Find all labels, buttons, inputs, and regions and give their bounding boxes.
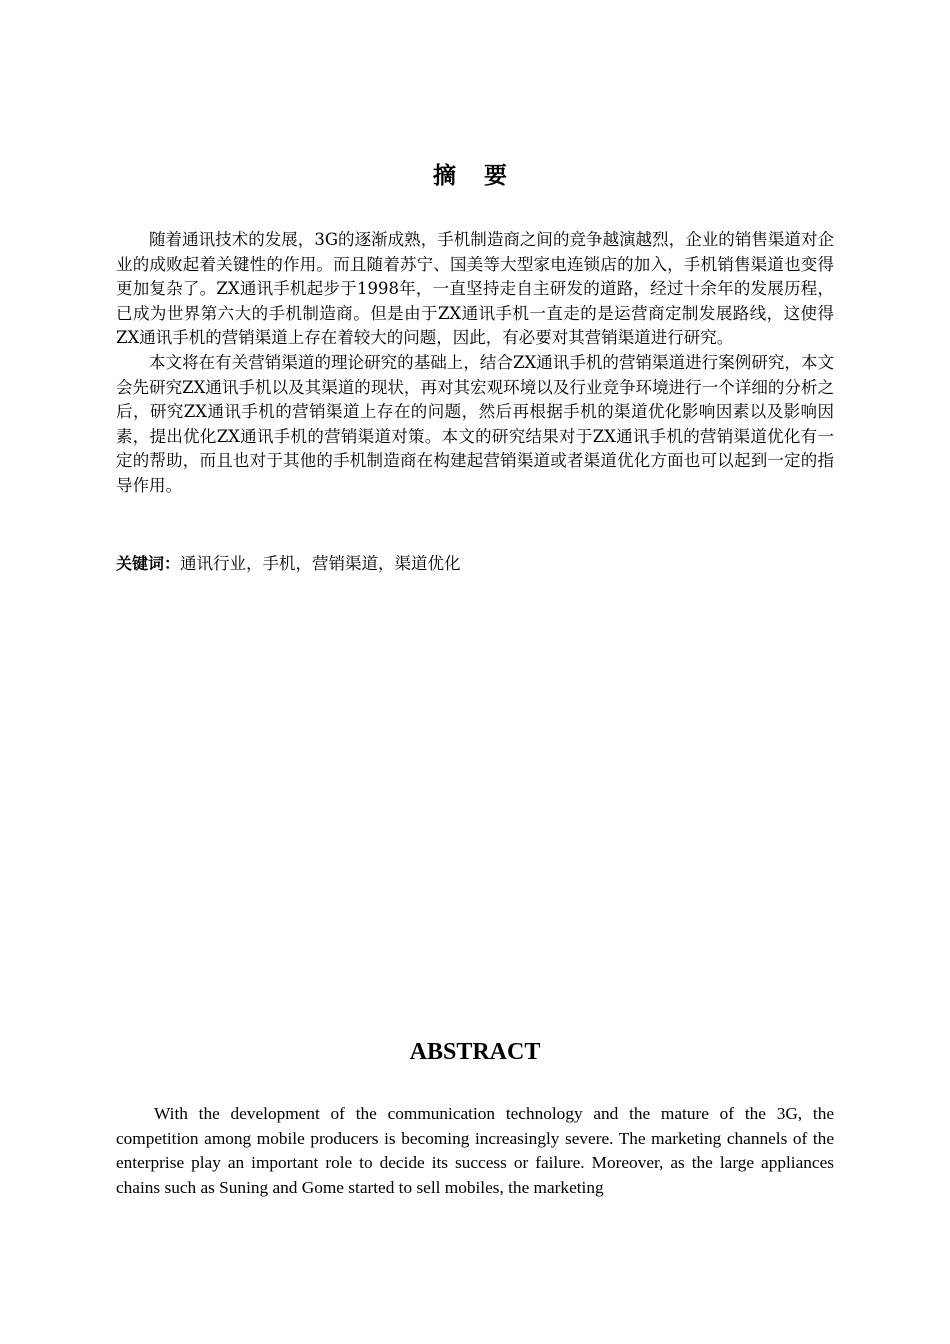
- chinese-keywords: [116, 552, 834, 576]
- keywords-label: 关键词：: [116, 554, 181, 573]
- english-abstract-body: [116, 1102, 834, 1201]
- english-abstract-title: ABSTRACT: [409, 1039, 541, 1065]
- chinese-abstract-title: 摘 要: [432, 163, 517, 189]
- chinese-abstract-body: [116, 228, 834, 499]
- keywords-list: 通讯行业，手机，营销渠道，渠道优化: [180, 554, 461, 573]
- english-abstract-paragraph-1: With the development of the communication technology and the mature of the 3G, the competition among mobile producers is becoming increasingly severe. The marketing channels of the enterprise play an important role to decide its success or failure. Moreover, as the large appliances chains such as Suning and Gome started to sell mobiles, the marketing: [116, 1104, 834, 1198]
- chinese-abstract-paragraph-1: 随着通讯技术的发展，3G的逐渐成熟，手机制造商之间的竞争越演越烈，企业的销售渠道对企业的成败起着关键性的作用。而且随着苏宁、国美等大型家电连锁店的加入，手机销售渠道也变得更加复杂了。ZX通讯手机起步于1998年，一直坚持走自主研发的道路，经过十余年的发展历程，已成为世界第六大的手机制造商。但是由于ZX通讯手机一直走的是运营商定制发展路线，这使得ZX通讯手机的营销渠道上存在着较大的问题，因此，有必要对其营销渠道进行研究。: [116, 230, 834, 348]
- chinese-abstract-paragraph-2: 本文将在有关营销渠道的理论研究的基础上，结合ZX通讯手机的营销渠道进行案例研究，本文会先研究ZX通讯手机以及其渠道的现状，再对其宏观环境以及行业竞争环境进行一个详细的分析之后，研究ZX通讯手机的营销渠道上存在的问题，然后再根据手机的渠道优化影响因素以及影响因素，提出优化ZX通讯手机的营销渠道对策。本文的研究结果对于ZX通讯手机的营销渠道优化有一定的帮助，而且也对于其他的手机制造商在构建起营销渠道或者渠道优化方面也可以起到一定的指导作用。: [116, 352, 834, 495]
